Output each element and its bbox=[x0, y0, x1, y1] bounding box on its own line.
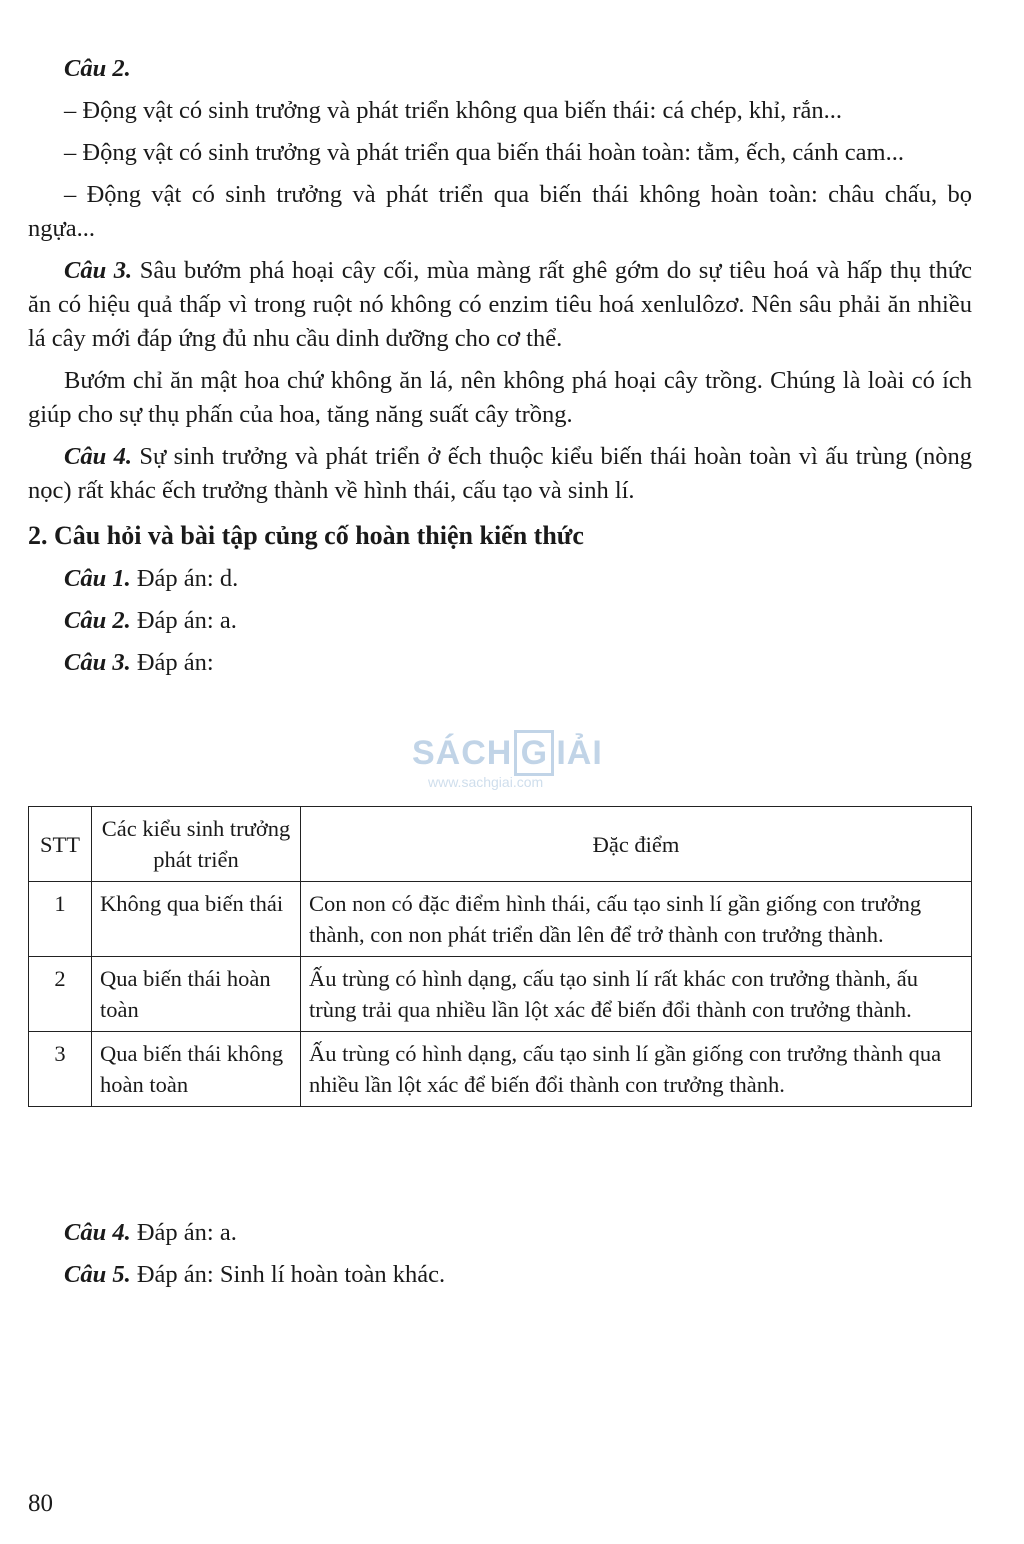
q2-heading: Câu 2. bbox=[64, 55, 131, 82]
answer-3: Câu 3. Đáp án: bbox=[64, 649, 214, 676]
row-stt: 3 bbox=[29, 1032, 92, 1107]
watermark-logo: SÁCH G IẢI bbox=[412, 730, 612, 776]
q4-paragraph: Câu 4. Sự sinh trưởng và phát triển ở ếch thuộc kiểu biến thái hoàn toàn vì ấu trùng (nòng nọc) rất khác ếch trưởng thành về hình thái, cấu tạo và sinh lí. bbox=[28, 443, 972, 504]
section-2-heading: 2. Câu hỏi và bài tập củng cố hoàn thiện kiến thức bbox=[28, 521, 584, 550]
header-features: Đặc điểm bbox=[301, 807, 972, 882]
answer-4: Câu 4. Đáp án: a. bbox=[64, 1219, 237, 1246]
tail-answers bbox=[28, 1216, 972, 1300]
row-desc: Ấu trùng có hình dạng, cấu tạo sinh lí rất khác con trưởng thành, ấu trùng trải qua nhiều lần lột xác để biến đổi thành con trưởng thành. bbox=[301, 957, 972, 1032]
answer-1: Câu 1. Đáp án: d. bbox=[64, 565, 239, 592]
q2-line-2: – Động vật có sinh trưởng và phát triển qua biến thái hoàn toàn: tằm, ếch, cánh cam... bbox=[64, 139, 904, 166]
table-row bbox=[29, 957, 972, 1032]
growth-types-table bbox=[28, 806, 972, 1107]
watermark-box-icon: G bbox=[514, 730, 554, 776]
answer-2: Câu 2. Đáp án: a. bbox=[64, 607, 237, 634]
page-number: 80 bbox=[28, 1490, 53, 1517]
header-stt: STT bbox=[29, 807, 92, 882]
sachgiai-watermark bbox=[412, 730, 612, 790]
row-desc: Con non có đặc điểm hình thái, cấu tạo sinh lí gần giống con trưởng thành, con non phát triển dần lên để trở thành con trưởng thành. bbox=[301, 882, 972, 957]
q2-line-3: – Động vật có sinh trưởng và phát triển qua biến thái không hoàn toàn: châu chấu, bọ ngựa... bbox=[28, 181, 972, 242]
row-stt: 2 bbox=[29, 957, 92, 1032]
q3-paragraph: Câu 3. Sâu bướm phá hoại cây cối, mùa màng rất ghê gớm do sự tiêu hoá và hấp thụ thức ăn có hiệu quả thấp vì trong ruột nó không có enzim tiêu hoá xenlulôzơ. Nên sâu phải ăn nhiều lá cây mới đáp ứng đủ nhu cầu dinh dưỡng cho cơ thể. bbox=[28, 257, 972, 352]
row-desc: Ấu trùng có hình dạng, cấu tạo sinh lí gần giống con trưởng thành qua nhiều lần lột xác để biến đổi thành con trưởng thành. bbox=[301, 1032, 972, 1107]
row-stt: 1 bbox=[29, 882, 92, 957]
answer-5: Câu 5. Đáp án: Sinh lí hoàn toàn khác. bbox=[64, 1261, 446, 1288]
q2-line-1: – Động vật có sinh trưởng và phát triển không qua biến thái: cá chép, khỉ, rắn... bbox=[64, 97, 843, 124]
page-body bbox=[28, 52, 972, 680]
watermark-url: www.sachgiai.com bbox=[428, 774, 544, 790]
table-header-row bbox=[29, 807, 972, 882]
q3-paragraph-2: Bướm chỉ ăn mật hoa chứ không ăn lá, nên không phá hoại cây trồng. Chúng là loài có ích giúp cho sự thụ phấn của hoa, tăng năng suất cây trồng. bbox=[28, 367, 972, 428]
row-type: Không qua biến thái bbox=[92, 882, 301, 957]
row-type: Qua biến thái không hoàn toàn bbox=[92, 1032, 301, 1107]
table-row bbox=[29, 882, 972, 957]
row-type: Qua biến thái hoàn toàn bbox=[92, 957, 301, 1032]
table-row bbox=[29, 1032, 972, 1107]
header-type: Các kiểu sinh trưởng phát triển bbox=[92, 807, 301, 882]
